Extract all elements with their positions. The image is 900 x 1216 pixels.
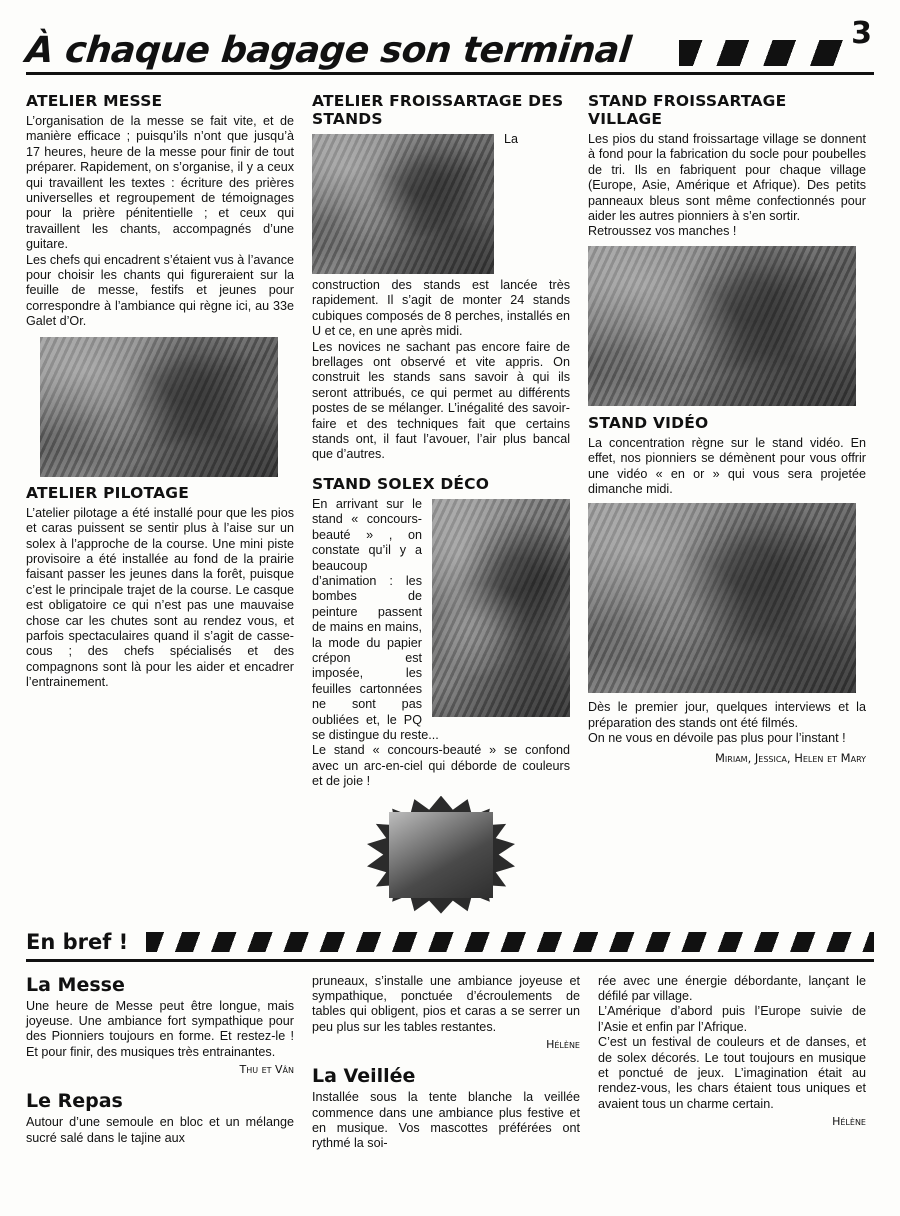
enbref-title-la-veillee: La Veillée [312, 1065, 416, 1088]
article-paragraph: La construction des stands est lancée très rapidement. Il s’agit de monter 24 stands cubiques composés de 8 perches, installés en U et ce, en une après midi. [312, 132, 570, 339]
enbref-title: En bref ! [26, 929, 129, 954]
photo-pilotage-starburst [367, 796, 515, 914]
column-2 [312, 92, 570, 914]
enbref-paragraph-start: Autour d’une semoule en bloc et un mélange sucré salé dans le tajine aux [26, 1115, 294, 1145]
column-1 [26, 92, 294, 914]
enbref-signature: Hélène [546, 1038, 580, 1052]
enbref-column-1 [26, 974, 294, 1152]
article-columns [26, 92, 874, 914]
page-number: 3 [851, 16, 872, 51]
enbref-paragraph: C’est un festival de couleurs et de danses, et de solex décorés. Le tout toujours en musique et ponctué de jeux. L’imagination était au rendez-vous, les chars étaient tous uniques et avaient tous un charme certain. [598, 1035, 866, 1111]
photo-atelier-messe [40, 337, 278, 477]
photo-stand-video [588, 503, 856, 693]
article-paragraph: Le stand « concours-beauté » se confond avec un arc-en-ciel qui déborde de couleurs et de joie ! [312, 743, 570, 789]
chevron-decoration [679, 40, 844, 66]
stripes-decoration [146, 932, 874, 952]
article-title-atelier-messe: ATELIER MESSE [26, 92, 163, 110]
enbref-paragraph: Une heure de Messe peut être longue, mais joyeuse. Une ambiance fort sympathique pour des Pionniers toujours en forme. Et restez-le ! Et pour finir, des musiques très entrainantes. [26, 998, 294, 1059]
article-title-stand-video: STAND VIDÉO [588, 413, 709, 432]
enbref-columns [26, 974, 874, 1152]
enbref-signature: Thu et Vân [239, 1063, 294, 1077]
article-title-atelier-froissartage: ATELIER FROISSARTAGE DES STANDS [312, 92, 564, 128]
enbref-divider [26, 959, 874, 962]
article-paragraph: En arrivant sur le stand « concours-beauté » , on constate qu’il y a beaucoup d’animation : les bombes de peinture passent de mains en mains, la mode du papier crépon est imposée, les feuilles cartonnées ne sont pas oubliées et, le PQ se distingue du reste... [312, 496, 439, 742]
enbref-column-3 [598, 974, 866, 1152]
article-paragraph: Les novices ne sachant pas encore faire de brellages ont observé et vite appris. On construit les stands sans savoir à qui ils seront attribués, ce qui permet au différents postes de se mélanger. L’inégalité des savoir-faire et des techniques fait que certains stands ont, il faut l’avouer, l’air plus bancal que d’autres. [312, 339, 570, 462]
header-divider [26, 72, 874, 75]
article-paragraph: La concentration règne sur le stand vidéo. En effet, nos pionniers se démènent pour vous offrir une vidéo « en or » qui vous sera projetée dimanche midi. [588, 435, 866, 497]
article-title-atelier-pilotage: ATELIER PILOTAGE [26, 483, 190, 502]
enbref-paragraph-cont: pruneaux, s’installe une ambiance joyeuse et sympathique, ponctuée d’écroulements de tables qui obligent, pios et caras a se serrer un peu plus sur les tables restantes. [312, 973, 580, 1034]
photo-stand-solex [432, 499, 570, 717]
article-title-stand-solex: STAND SOLEX DÉCO [312, 474, 490, 493]
enbref-banner [26, 928, 874, 964]
enbref-column-2 [312, 974, 580, 1152]
enbref-paragraph: L’Amérique d’abord puis l’Europe suivie de l’Asie et enfin par l’Afrique. [598, 1004, 866, 1034]
article-paragraph: Dès le premier jour, quelques interviews et la préparation des stands ont été filmés. [588, 700, 866, 730]
enbref-title-le-repas: Le Repas [26, 1090, 123, 1113]
photo-stand-village [588, 246, 856, 406]
column-3 [588, 92, 866, 914]
masthead [23, 14, 874, 76]
article-title-stand-village: STAND FROISSARTAGE VILLAGE [588, 92, 787, 128]
page-title: À chaque bagage son terminal [23, 30, 633, 71]
starburst-photo-inner [389, 812, 493, 898]
photo-atelier-froissartage [312, 134, 494, 274]
article-paragraph: Retroussez vos manches ! [588, 224, 737, 239]
enbref-paragraph-cont: rée avec une énergie débordante, lançant le défilé par village. [598, 973, 866, 1003]
article-paragraph: Les chefs qui encadrent s’étaient vus à l’avance pour choisir les chants qui figureraient sur la feuille de messe, festifs et jeunes pour correspondre à l’ambiance qui règne ici, au 33e Galet d’Or. [26, 252, 294, 329]
enbref-signature: Hélène [832, 1115, 866, 1129]
article-paragraph: On ne vous en dévoile pas plus pour l’instant ! [588, 731, 846, 746]
article-signature: Miriam, Jessica, Helen et Mary [715, 750, 866, 765]
enbref-title-la-messe: La Messe [26, 973, 125, 996]
enbref-paragraph-start: Installée sous la tente blanche la veillée commence dans une ambiance plus festive et en musique. Vos mascottes préférées ont rythmé la soi- [312, 1090, 580, 1151]
article-paragraph: Les pios du stand froissartage village se donnent à fond pour la fabrication du socle pour poubelles de tri. Ils en fabriquent pour chaque village (Europe, Asie, Amérique et Afrique). Des petits panneaux bleus sont même confectionnés pour aider les autres pionniers à s’en sortir. [588, 132, 866, 224]
article-paragraph: L’atelier pilotage a été installé pour que les pios et caras puissent se sentir plus à l’aise sur un solex à l’approche de la course. Une mini piste provisoire a été installée au fond de la prairie faisant passer les jeunes dans la forêt, puisque c’est le principale trajet de la course. Le casque est obligatoire ce qui n’est pas une mauvaise chose car les chutes sont au rendez vous, et parfois spectaculaires quand il s’agit de casse-cous ; des chefs spécialisés et des compagnons sont là pour les aider et encadrer l’entrainement. [26, 505, 294, 690]
article-paragraph: L’organisation de la messe se fait vite, et de manière efficace ; puisqu’ils n’ont que jusqu’à 17 heures, heure de la messe pour finir de tout préparer. Rapidement, on s’organise, il y a ceux qui travaillent les textes : écriture des prières universelles et regroupement de témoignages pour la prière pénitentielle ; et ceux qui travaillent les chants, accompagnés d’une guitare. [26, 114, 294, 252]
